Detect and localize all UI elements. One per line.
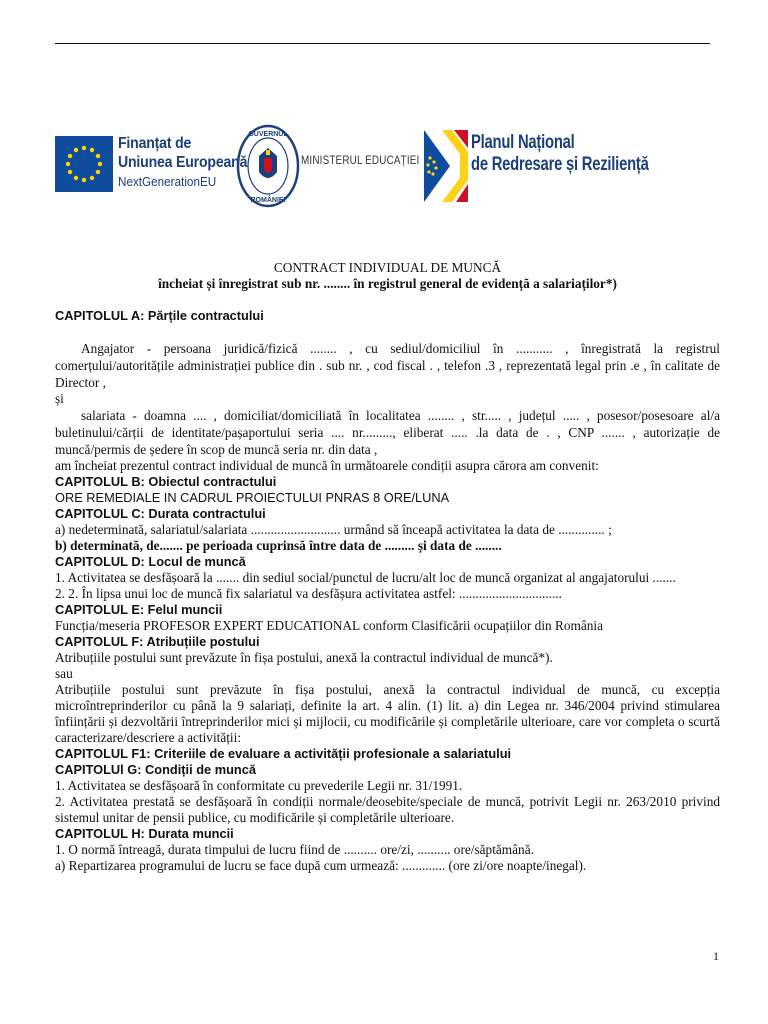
top-rule: [55, 43, 710, 44]
eu-flag-icon: [55, 136, 113, 192]
pnrr-flag-icon: [420, 124, 470, 208]
contract-document: [55, 260, 720, 874]
chapter-f-heading: CAPITOLUL F: Atribuțiile postului: [55, 634, 260, 649]
duration-determined: b) determinată, de....... pe perioada cuprinsă între data de ......... și data de ........: [55, 538, 502, 553]
chapter-c-heading: CAPITOLUL C: Durata contractului: [55, 506, 266, 521]
logo-strip: [55, 118, 649, 218]
workplace-2: 2. 2. În lipsa unui loc de muncă fix salariatul va desfășura activitatea astfel: ...............................: [55, 586, 562, 601]
eu-line-1: Finanțat de: [118, 135, 192, 152]
contract-title: CONTRACT INDIVIDUAL DE MUNCĂ: [273, 260, 502, 275]
duties-paragraph-2: Atribuțiile postului sunt prevăzute în fișa postului, anexă la contractul individual de muncă, cu excepția microîntreprinderilor cu până la 9 salariați, definite la art. 4 alin. (1) lit. a) din Legea nr. 346/2004 privind stimularea înființării și dezvoltării întreprinderilor mici și mijlocii, cu modificările și completările ulterioare, care vor completa o scurtă caracterizare/descriere a activității:: [55, 682, 720, 745]
or-word: sau: [55, 666, 73, 681]
chapter-f1-heading: CAPITOLUL F1: Criteriile de evaluare a activității profesionale a salariatului: [55, 746, 512, 761]
work-hours-1: 1. O normă întreagă, durata timpului de lucru fiind de .......... ore/zi, .......... ore/săptămână.: [55, 842, 534, 857]
work-hours-2: a) Repartizarea programului de lucru se face după cum urmează: ............. (ore zi/ore noapte/inegal).: [55, 858, 587, 873]
svg-text:GUVERNUL: GUVERNUL: [248, 131, 288, 138]
chapter-d-heading: CAPITOLUL D: Locul de muncă: [55, 554, 246, 569]
duration-indefinite: a) nedeterminată, salariatul/salariata ........................... urmând să înceapă activitatea la data de .............. ;: [55, 522, 612, 537]
agreement-sentence: am încheiat prezentul contract individual de muncă în următoarele condiții asupra cărora am convenit:: [55, 458, 599, 473]
employee-paragraph: salariata - doamna .... , domiciliat/domiciliată în localitatea ........ , str..... , județul ..... , posesor/posesoare al/a buletinului/cărții de identitate/pașaportului seria .... nr........., eliberat ..... .la data de . , CNP ....... , autorizație de muncă/permis de ședere în scop de muncă seria nr. din data ,: [55, 408, 720, 457]
svg-text:ROMÂNIEI: ROMÂNIEI: [250, 197, 286, 204]
chapter-e-heading: CAPITOLUL E: Felul muncii: [55, 602, 223, 617]
conditions-1: 1. Activitatea se desfășoară în conformitate cu prevederile Legii nr. 31/1991.: [55, 778, 463, 793]
pnrr-line-1: Planul Național: [471, 132, 575, 153]
chapter-a-heading: CAPITOLUL A: Părțile contractului: [55, 308, 264, 323]
pnrr-line-2: de Redresare și Reziliență: [471, 154, 649, 175]
employer-paragraph: Angajator - persoana juridică/fizică ........ , cu sediul/domiciliul în ........... , înregistrată la registrul comerțului/autoritățile administrației publice din . sub nr. , cod fiscal . , telefon .3 , reprezentată legal prin .e , în calitate de Director ,: [55, 341, 720, 390]
contract-subtitle: încheiat și înregistrat sub nr. ........ în registrul general de evidență a salariaților*): [158, 276, 617, 291]
government-seal-icon: [233, 122, 303, 210]
eu-line-2: Uniunea Europeană: [118, 154, 248, 171]
duties-paragraph-1: Atribuțiile postului sunt prevăzute în fișa postului, anexă la contractul individual de muncă*).: [55, 650, 553, 665]
contract-object: ORE REMEDIALE IN CADRUL PROIECTULUI PNRAS 8 ORE/LUNA: [55, 490, 450, 505]
workplace-1: 1. Activitatea se desfășoară la ....... din sediul social/punctul de lucru/alt loc de muncă organizat al angajatorului .......: [55, 570, 676, 585]
chapter-g-heading: CAPITOLUl G: Condiții de muncă: [55, 762, 256, 777]
chapter-h-heading: CAPITOLUL H: Durata muncii: [55, 826, 234, 841]
pnrr-title: [471, 132, 699, 176]
chapter-b-heading: CAPITOLUL B: Obiectul contractului: [55, 474, 277, 489]
eu-line-3: NextGenerationEU: [118, 174, 217, 189]
and-word: și: [55, 391, 64, 406]
job-type: Funcția/meseria PROFESOR EXPERT EDUCATIONAL conform Clasificării ocupațiilor din România: [55, 618, 603, 633]
conditions-2: 2. Activitatea prestată se desfășoară în condiții normale/deosebite/speciale de muncă, potrivit Legii nr. 263/2010 privind sistemul unitar de pensii publice, cu modificările și completările ulterioare.: [55, 794, 720, 825]
ministry-name: MINISTERUL EDUCAȚIEI: [301, 155, 420, 167]
page-number: 1: [713, 949, 719, 963]
